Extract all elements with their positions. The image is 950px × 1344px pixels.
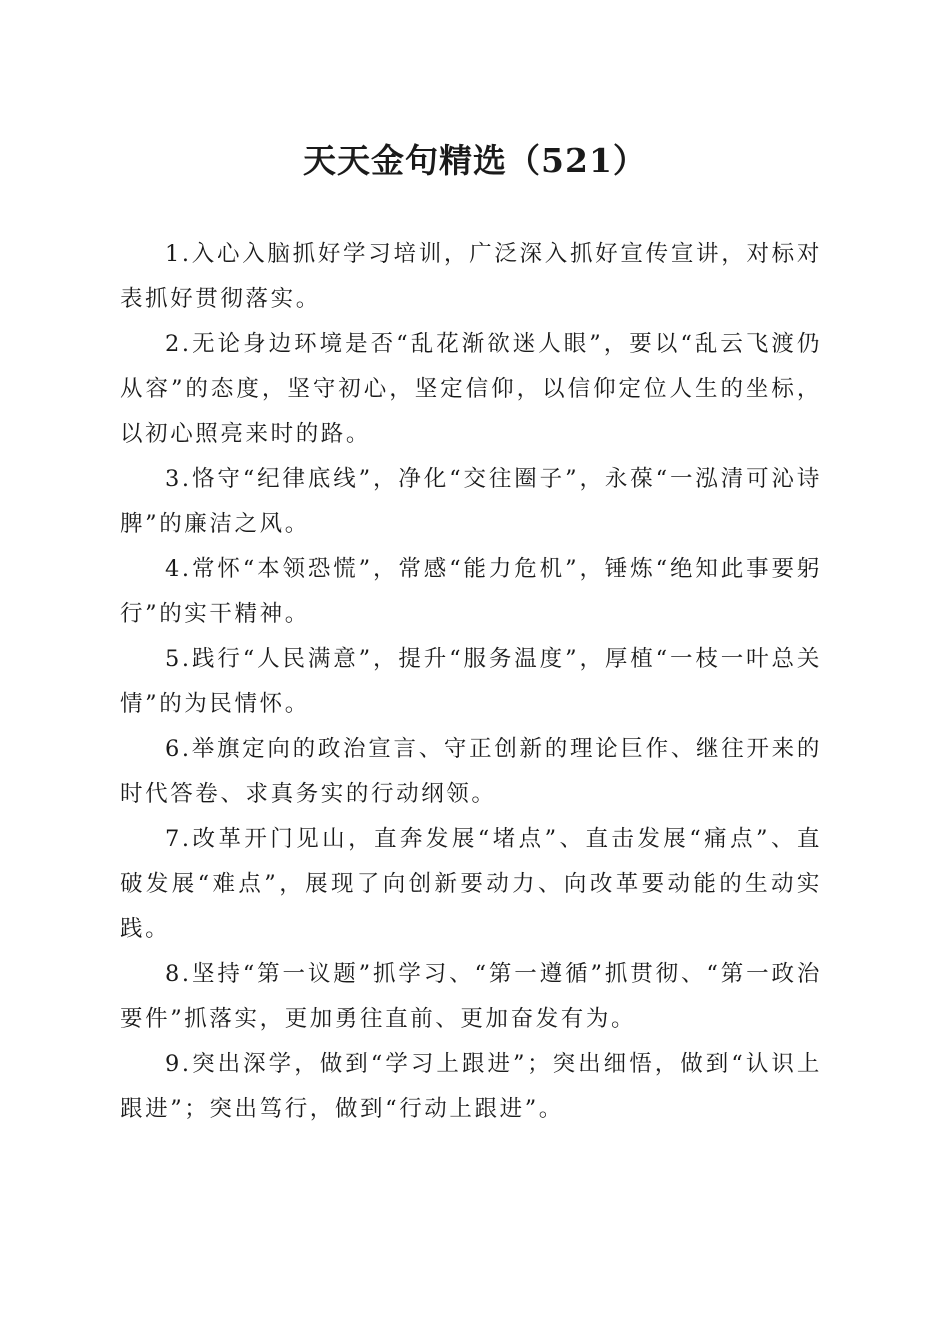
quote-item-9: 9.突出深学，做到“学习上跟进”；突出细悟，做到“认识上跟进”；突出笃行，做到“行动上跟进”。 (120, 1051, 822, 1122)
quote-item-6: 6.举旗定向的政治宣言、守正创新的理论巨作、继往开来的时代答卷、求真务实的行动纲领。 (120, 736, 822, 807)
quote-item-1: 1.入心入脑抓好学习培训，广泛深入抓好宣传宣讲，对标对表抓好贯彻落实。 (120, 241, 822, 312)
quote-item-8: 8.坚持“第一议题”抓学习、“第一遵循”抓贯彻、“第一政治要件”抓落实，更加勇往直前、更加奋发有为。 (120, 961, 822, 1032)
quote-item-5: 5.践行“人民满意”，提升“服务温度”，厚植“一枝一叶总关情”的为民情怀。 (120, 646, 822, 717)
quote-item-4: 4.常怀“本领恐慌”，常感“能力危机”，锤炼“绝知此事要躬行”的实干精神。 (120, 556, 822, 627)
quote-item-3: 3.恪守“纪律底线”，净化“交往圈子”，永葆“一泓清可沁诗脾”的廉洁之风。 (120, 466, 822, 537)
page-title: 天天金句精选（521） (303, 141, 647, 180)
quote-item-2: 2.无论身边环境是否“乱花渐欲迷人眼”，要以“乱云飞渡仍从容”的态度，坚守初心，坚定信仰，以信仰定位人生的坐标，以初心照亮来时的路。 (120, 331, 822, 447)
quote-item-7: 7.改革开门见山，直奔发展“堵点”、直击发展“痛点”、直破发展“难点”，展现了向创新要动力、向改革要动能的生动实践。 (120, 826, 822, 942)
quote-list (120, 232, 822, 1132)
